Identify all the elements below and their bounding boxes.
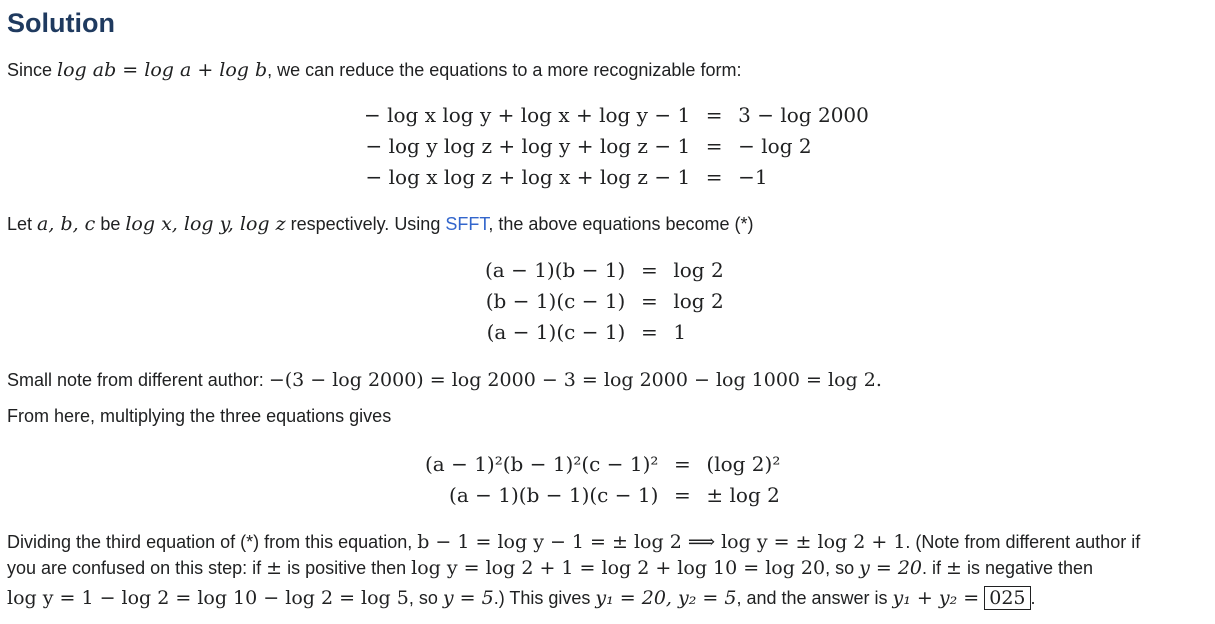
text: is negative then: [961, 558, 1094, 578]
text: .: [1030, 588, 1036, 608]
paragraph-multiply: [7, 403, 391, 429]
math-inline: log ab = log a + log b: [57, 59, 268, 81]
equation-rhs: log 2: [673, 289, 724, 313]
text: Let: [7, 214, 38, 234]
answer-box: 025: [984, 586, 1030, 610]
paragraph-note: [7, 367, 882, 393]
text: , we can reduce the equations to a more recognizable form:: [267, 60, 742, 80]
text: you are confused on this step: if: [7, 558, 267, 578]
math-inline: y₁ = 20, y₂ = 5: [595, 587, 737, 609]
text: , so: [825, 558, 860, 578]
equation-lhs: − log x log z + log x + log z − 1: [365, 165, 691, 189]
text: . if: [922, 558, 947, 578]
equation-lhs: (a − 1)²(b − 1)²(c − 1)²: [425, 452, 659, 476]
equation-row: [485, 317, 724, 348]
equation-lhs: (a − 1)(c − 1): [486, 320, 626, 344]
equals-sign: =: [674, 483, 691, 507]
equals-sign: =: [705, 134, 723, 158]
equals-sign: =: [705, 103, 723, 127]
text: be: [95, 214, 126, 234]
text: Dividing the third equation of (*) from this equation,: [7, 532, 418, 552]
math-inline: ±: [946, 557, 962, 579]
equation-row: [485, 255, 724, 286]
equation-row: [425, 480, 780, 511]
equation-rhs: 1: [673, 320, 687, 344]
text: , the above equations become (*): [488, 214, 754, 234]
equation-rhs: − log 2: [738, 134, 812, 158]
equation-block-1: [364, 100, 869, 193]
text: .) This gives: [493, 588, 596, 608]
equation-rhs: log 2: [673, 258, 724, 282]
text: Since: [7, 60, 58, 80]
equation-rhs: −1: [738, 165, 768, 189]
math-inline: log y = log 2 + 1 = log 2 + log 10 = log 20: [411, 557, 826, 579]
solution-heading: Solution: [7, 8, 115, 38]
equals-sign: =: [640, 289, 658, 313]
equation-row: [425, 449, 780, 480]
equation-rhs: 3 − log 2000: [738, 103, 869, 127]
equation-block-2: [485, 255, 724, 348]
math-inline: y = 5: [442, 587, 494, 609]
equation-row: [364, 162, 869, 193]
equation-lhs: − log x log y + log x + log y − 1: [364, 103, 691, 127]
equation-row: [485, 286, 724, 317]
equals-sign: =: [640, 320, 658, 344]
equals-sign: =: [705, 165, 723, 189]
paragraph-intro: [7, 57, 741, 83]
text: . (Note from different author if: [905, 532, 1141, 552]
equals-sign: =: [640, 258, 658, 282]
text: , so: [408, 588, 443, 608]
equation-block-3: [425, 449, 780, 511]
math-inline: b − 1 = log y − 1 = ± log 2 ⟹ log y = ± log 2 + 1: [417, 531, 906, 553]
math-inline: log y = 1 − log 2 = log 10 − log 2 = log 5: [7, 587, 409, 609]
equation-lhs: (a − 1)(b − 1): [485, 258, 626, 282]
equation-rhs: (log 2)²: [706, 452, 781, 476]
math-inline: y₁ + y₂ =: [892, 587, 980, 609]
equation-row: [364, 131, 869, 162]
equation-row: [364, 100, 869, 131]
text: is positive then: [282, 558, 412, 578]
paragraph-substitution: [7, 211, 754, 237]
sfft-link[interactable]: SFFT: [445, 214, 489, 234]
paragraph-conclusion-line-1: [7, 529, 1140, 555]
math-inline: −(3 − log 2000) = log 2000 − 3 = log 2000 − log 1000 = log 2.: [268, 369, 882, 391]
text: , and the answer is: [736, 588, 893, 608]
equation-rhs: ± log 2: [706, 483, 780, 507]
math-inline: log x, log y, log z: [125, 213, 286, 235]
math-inline: a, b, c: [37, 213, 96, 235]
equation-lhs: − log y log z + log y + log z − 1: [365, 134, 691, 158]
math-inline: y = 20: [859, 557, 923, 579]
equation-lhs: (b − 1)(c − 1): [485, 289, 626, 313]
text: From here, multiplying the three equations gives: [7, 406, 392, 426]
math-inline: ±: [266, 557, 283, 579]
paragraph-conclusion-line-3: [7, 585, 1036, 611]
equals-sign: =: [674, 452, 691, 476]
text: Small note from different author:: [7, 370, 269, 390]
text: respectively. Using: [285, 214, 446, 234]
equation-lhs: (a − 1)(b − 1)(c − 1): [449, 483, 659, 507]
paragraph-conclusion-line-2: [7, 555, 1093, 581]
